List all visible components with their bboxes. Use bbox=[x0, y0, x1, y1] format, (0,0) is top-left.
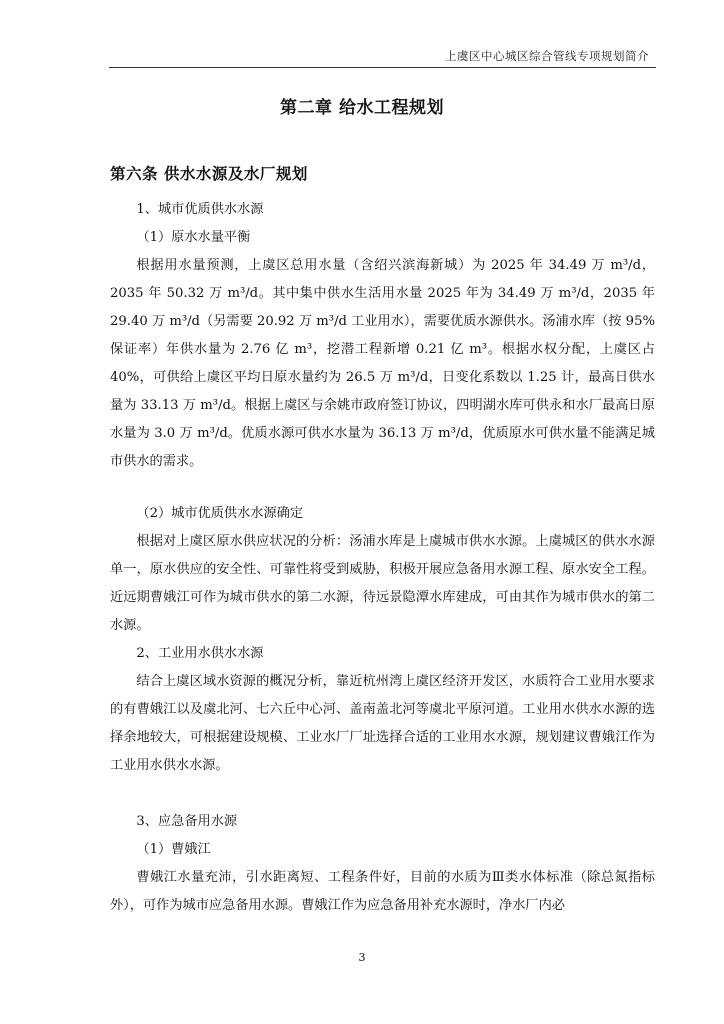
paragraph-quality-source-determination: 根据对上虞区原水供应状况的分析：汤浦水库是上虞城市供水水源。上虞城区的供水水源单一，原水供应的安全性、可靠性将受到威胁，积极开展应急备用水源工程、原水安全工程。近远期曹娥江可作为城市供水的第二水源，待远景隐潭水库建成，可由其作为城市供水的第二水源。 bbox=[110, 534, 655, 633]
document-body bbox=[110, 196, 655, 920]
subheading-raw-water-balance: （1）原水水量平衡 bbox=[136, 230, 251, 245]
chapter-title: 第二章 给水工程规划 bbox=[280, 98, 444, 118]
paragraph-industrial-water-source: 结合上虞区域水资源的概况分析，靠近杭州湾上虞区经济开发区，水质符合工业用水要求的有曹娥江以及虞北河、七六丘中心河、盖南盖北河等虞北平原河道。工业用水供水水源的选择余地较大，可根据建设规模、工业水厂厂址选择合适的工业用水水源，规划建议曹娥江作为工业用水供水水源。 bbox=[110, 674, 655, 773]
spacer bbox=[110, 476, 655, 500]
page-number: 3 bbox=[358, 951, 366, 964]
heading-urban-quality-water-source: 1、城市优质供水水源 bbox=[136, 202, 264, 217]
heading-emergency-water-source: 3、应急备用水源 bbox=[136, 814, 238, 829]
header-rule bbox=[109, 67, 656, 68]
running-header: 上虞区中心城区综合管线专项规划简介 bbox=[445, 49, 649, 63]
subheading-caoe-river: （1）曹娥江 bbox=[136, 842, 211, 857]
subheading-quality-source-determination: （2）城市优质供水水源确定 bbox=[136, 506, 304, 521]
paragraph-raw-water-balance: 根据用水量预测，上虞区总用水量（含绍兴滨海新城）为 2025 年 34.49 万 m³/d，2035 年 50.32 万 m³/d。其中集中供水生活用水量 2025 年为 34.49 万 m³/d，2035 年 29.40 万 m³/d（另需要 20.92 万 m³/d 工业用水），需要优质水源供水。汤浦水库（按 95%保证率）年供水量为 2.76 亿 m³，挖潜工程新增 0.21 亿 m³。根据水权分配，上虞区占 40%，可供给上虞区平均日原水量约为 26.5 万 m³/d，日变化系数以 1.25 计，最高日供水量为 33.13 万 m³/d。根据上虞区与余姚市政府签订协议，四明湖水库可供永和水厂最高日原水量为 3.0 万 m³/d。优质水源可供水水量为 36.13 万 m³/d，优质原水可供水量不能满足城市供水的需求。 bbox=[110, 258, 655, 469]
section-title: 第六条 供水水源及水厂规划 bbox=[110, 165, 308, 183]
heading-industrial-water-source: 2、工业用水供水水源 bbox=[136, 646, 264, 661]
spacer bbox=[110, 780, 655, 808]
paragraph-caoe-river: 曹娥江水量充沛，引水距离短、工程条件好，目前的水质为Ⅲ类水体标准（除总氮指标外），可作为城市应急备用水源。曹娥江作为应急备用补充水源时，净水厂内必 bbox=[110, 870, 655, 913]
